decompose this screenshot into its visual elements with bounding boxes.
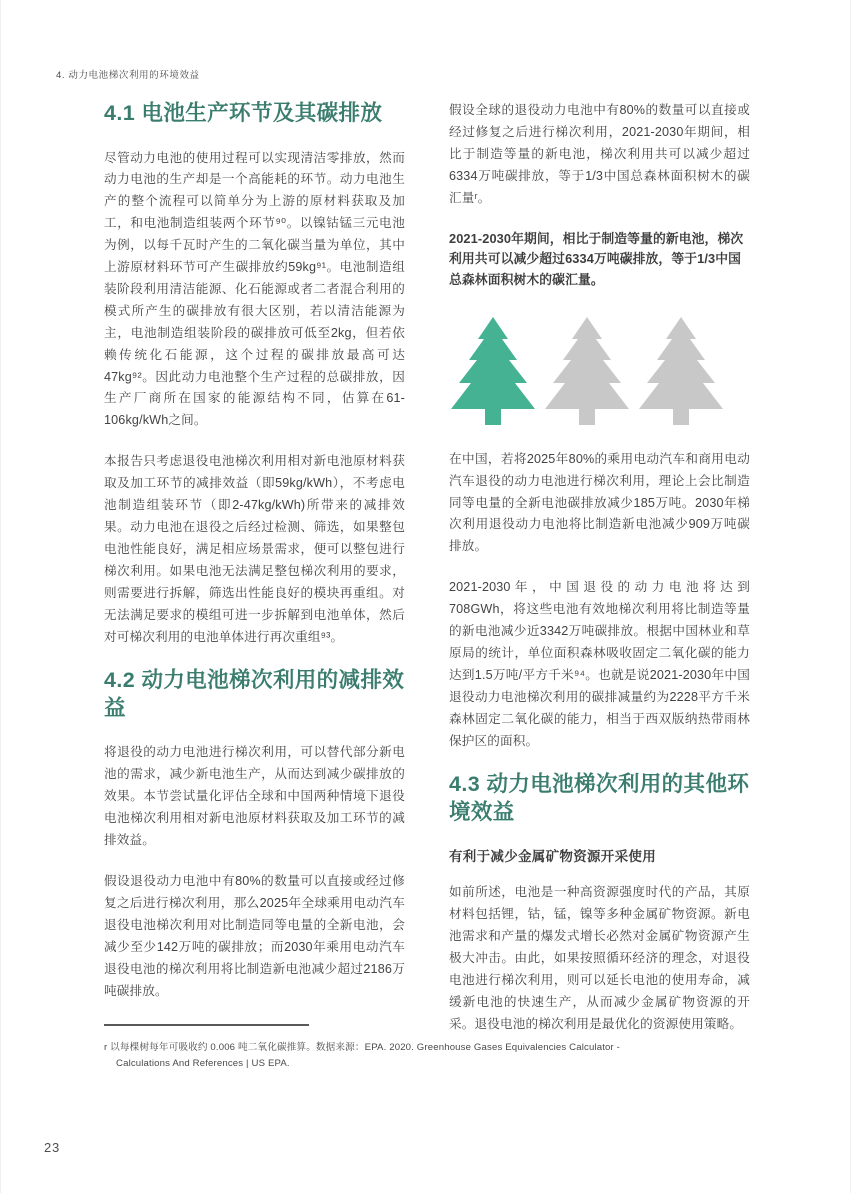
heading-4-1: 4.1 电池生产环节及其碳排放 [104,101,383,125]
running-head: 4. 动力电池梯次利用的环境效益 [56,70,200,81]
left-column [104,100,405,1035]
left-paragraph-2: 本报告只考虑退役电池梯次利用相对新电池原材料获取及加工环节的减排效益（即59kg/kWh），不考虑电池制造组装环节（即2-47kg/kWh)所带来的减排效果。动力电池在退役之后经过检测、筛选，如果整包电池性能良好，满足相应场景需求，便可以整包进行梯次利用。如果电池无法满足整包梯次利用的要求，则需要进行拆解，筛选出性能良好的模块再重组。对无法满足要求的模组可进一步拆解到电池单体，然后对可梯次利用的电池单体进行再次重组⁹³。 [104,454,405,644]
two-column-body [104,100,750,1035]
right-paragraph-4: 如前所述，电池是一种高资源强度时代的产品，其原材料包括锂，钴，锰，镍等多种金属矿物资源。新电池需求和产量的爆发式增长必然对金属矿物资源产生极大冲击。由此，如果按照循环经济的理念，对退役电池进行梯次利用，则可以延长电池的使用寿命，减缓新电池的快速生产，从而减少金属矿物资源的开采。退役电池的梯次利用是最优化的资源使用策略。 [449,885,750,1031]
callout-text: 2021-2030年期间，相比于制造等量的新电池，梯次利用共可以减少超过6334万吨碳排放，等于1/3中国总森林面积树木的碳汇量。 [449,230,744,287]
footnote-block [104,1024,804,1073]
footnote-separator [104,1024,309,1026]
heading-4-2: 4.2 动力电池梯次利用的减排效益 [104,668,405,720]
tree-icon-green [449,315,537,427]
page-left-edge [0,0,1,1193]
right-paragraph-3: 2021-2030年，中国退役的动力电池将达到708GWh，将这些电池有效地梯次利用将比制造等量的新电池减少近3342万吨碳排放。根据中国林业和草原局的统计，单位面积森林吸收固定二氧化碳的能力达到1.5万吨/平方千米⁹⁴。也就是说2021-2030年中国退役动力电池梯次利用的碳排减量约为2228平方千米森林固定二氧化碳的能力，相当于西双版纳热带雨林保护区的面积。 [449,580,750,748]
left-paragraph-1: 尽管动力电池的使用过程可以实现清洁零排放，然而动力电池的生产却是一个高能耗的环节。动力电池生产的整个流程可以简单分为上游的原材料获取及加工，和电池制造组装两个环节⁹⁰。以镍钴锰三元电池为例，以每千瓦时产生的二氧化碳当量为单位，其中上游原材料环节可产生碳排放约59kg⁹¹。电池制造组装阶段利用清洁能源、化石能源或者二者混合利用的模式所产生的碳排放有很大区别，若以清洁能源为主，电池制造组装阶段的碳排放可低至2kg，但若依赖传统化石能源，这个过程的碳排放最高可达47kg⁹²。因此动力电池整个生产过程的总碳排放，因生产厂商所在国家的能源结构不同，估算在61-106kg/kWh之间。 [104,150,405,428]
heading-4-3: 4.3 动力电池梯次利用的其他环境效益 [449,772,750,824]
tree-icon-gray-1 [543,315,631,427]
page-number: 23 [44,1140,61,1155]
forest-figure [449,309,750,427]
right-paragraph-1: 假设全球的退役动力电池中有80%的数量可以直接或经过修复之后进行梯次利用，2021-2030年期间，相比于制造等量的新电池，梯次利用共可以减少超过6334万吨碳排放，等于1/3中国总森林面积树木的碳汇量ʳ。 [449,103,750,205]
left-paragraph-3: 将退役的动力电池进行梯次利用，可以替代部分新电池的需求，减少新电池生产，从而达到减少碳排放的效果。本节尝试量化评估全球和中国两种情境下退役电池梯次利用相对新电池原材料获取及加工环节的减排效益。 [104,745,405,848]
subheading-metal-resources: 有利于减少金属矿物资源开采使用 [449,848,656,864]
right-paragraph-2: 在中国，若将2025年80%的乘用电动汽车和商用电动汽车退役的动力电池进行梯次利用，理论上会比制造同等电量的全新电池碳排放减少185万吨。2030年梯次利用退役动力电池将比制造新电池减少909万吨碳排放。 [449,451,750,554]
left-paragraph-4: 假设退役动力电池中有80%的数量可以直接或经过修复之后进行梯次利用，那么2025年全球乘用电动汽车退役电池梯次利用对比制造同等电量的全新电池，会减少至少142万吨的碳排放；而2030年乘用电动汽车退役电池的梯次利用将比制造新电池减少超过2186万吨碳排放。 [104,874,405,998]
tree-icon-gray-2 [637,315,725,427]
footnote-line-1: r 以每棵树每年可吸收约 0.006 吨二氧化碳推算。数据来源：EPA. 2020. Greenhouse Gases Equivalencies Calculator - [104,1041,621,1053]
footnote-content [104,1040,804,1074]
right-column [449,100,750,1035]
footnote-line-2: Calculations And References | US EPA. [116,1058,290,1070]
